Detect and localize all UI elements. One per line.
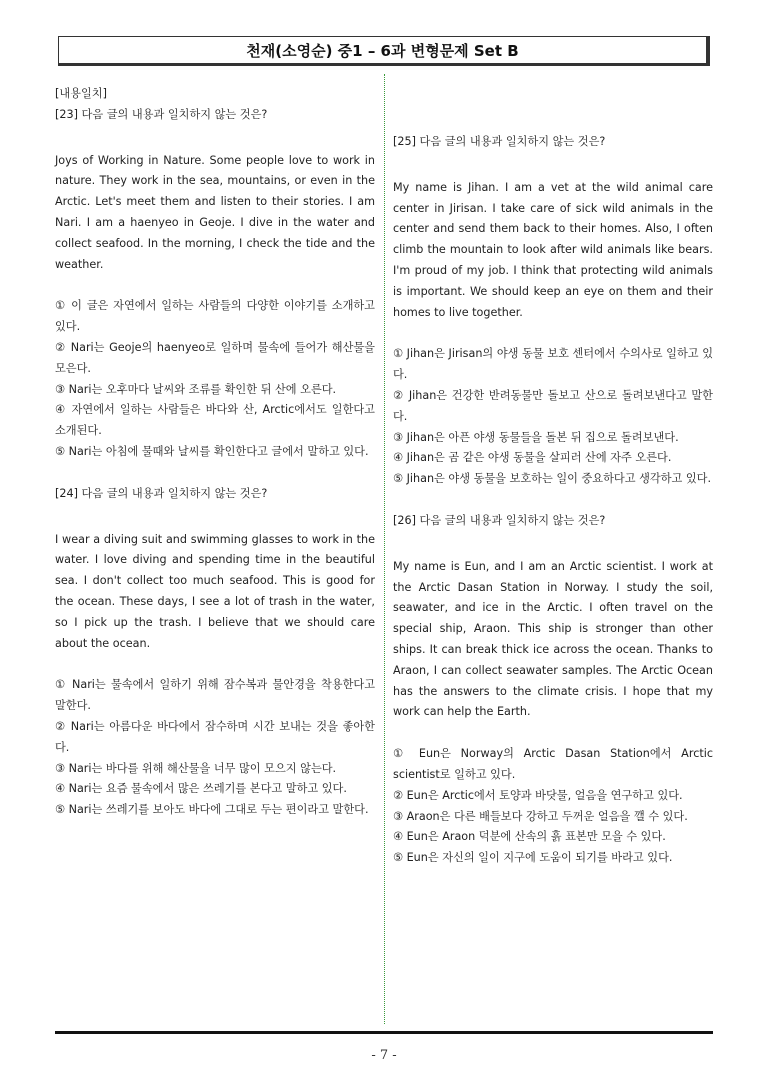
answer-option: ④ Jihan은 곰 같은 야생 동물을 살피러 산에 자주 오른다. [393, 451, 672, 465]
column-divider [384, 74, 385, 1024]
answer-options [393, 744, 713, 869]
left-column [55, 84, 375, 842]
question-24 [55, 484, 375, 821]
answer-option: ③ Araon은 다른 배들보다 강하고 두꺼운 얼음을 깰 수 있다. [393, 809, 688, 823]
question-passage: My name is Eun, and I am an Arctic scientist. I work at the Arctic Dasan Station in Norway. I study the soil, seawater, and ice in the Arctic. I often travel on the special ship, Araon. This ship is stronger than other ships. It can break thick ice across the ocean. Thanks to Araon, I can collect seawater samples. The Arctic Ocean has the answers to the climate crisis. I hope that my work can help the Earth. [393, 559, 713, 719]
answer-option: ① Jihan은 Jirisan의 야생 동물 보호 센터에서 수의사로 일하고 있다. [393, 347, 713, 382]
answer-option: ② Nari는 Geoje의 haenyeo로 일하며 물속에 들어가 해산물을 모은다. [55, 340, 375, 375]
answer-option: ⑤ Nari는 아침에 물때와 날씨를 확인한다고 글에서 말하고 있다. [55, 444, 369, 458]
question-prompt: [25] 다음 글의 내용과 일치하지 않는 것은? [393, 135, 606, 148]
answer-option: ① Nari는 물속에서 일하기 위해 잠수복과 물안경을 착용한다고 말한다. [55, 678, 375, 713]
question-25 [393, 132, 713, 490]
right-column [393, 132, 713, 890]
question-23 [55, 105, 375, 463]
answer-option: ③ Jihan은 아픈 야생 동물들을 돌본 뒤 집으로 돌려보낸다. [393, 430, 679, 444]
answer-option: ⑤ Nari는 쓰레기를 보아도 바다에 그대로 두는 편이라고 말한다. [55, 803, 369, 817]
answer-option: ② Nari는 아름다운 바다에서 잠수하며 시간 보내는 것을 좋아한다. [55, 719, 375, 754]
answer-option: ① 이 글은 자연에서 일하는 사람들의 다양한 이야기를 소개하고 있다. [55, 299, 375, 334]
page-number: - 7 - [371, 1048, 397, 1063]
answer-options [55, 675, 375, 821]
answer-option: ⑤ Jihan은 야생 동물을 보호하는 일이 중요하다고 생각하고 있다. [393, 472, 712, 486]
answer-option: ② Eun은 Arctic에서 토양과 바닷물, 얼음을 연구하고 있다. [393, 788, 683, 802]
header-title-box [58, 36, 710, 66]
question-passage: My name is Jihan. I am a vet at the wild animal care center in Jirisan. I take care of sick wild animals in the center and send them back to their homes. Also, I often climb the mountain to look after wild animals like bears. I'm proud of my job. I think that protecting wild animals is important. We should keep an eye on them and their homes to live together. [393, 180, 713, 319]
answer-option: ④ Nari는 요즘 물속에서 많은 쓰레기를 본다고 말하고 있다. [55, 782, 347, 796]
answer-option: ④ Eun은 Araon 덕분에 산속의 흙 표본만 모을 수 있다. [393, 830, 666, 844]
answer-option: ② Jihan은 건강한 반려동물만 돌보고 산으로 돌려보낸다고 말한다. [393, 388, 713, 423]
section-label: [내용일치] [55, 87, 107, 100]
question-prompt: [26] 다음 글의 내용과 일치하지 않는 것은? [393, 513, 606, 527]
answer-option: ③ Nari는 오후마다 날씨와 조류를 확인한 뒤 산에 오른다. [55, 382, 337, 396]
answer-option: ④ 자연에서 일하는 사람들은 바다와 산, Arctic에서도 일한다고 소개된다. [55, 403, 375, 438]
question-prompt: [24] 다음 글의 내용과 일치하지 않는 것은? [55, 486, 268, 500]
answer-option: ⑤ Eun은 자신의 일이 지구에 도움이 되기를 바라고 있다. [393, 851, 673, 865]
question-26 [393, 511, 713, 869]
question-passage: I wear a diving suit and swimming glasses to work in the water. I love diving and spending time in the beautiful sea. I don't collect too much seafood. This is good for the ocean. These days, I see a lot of trash in the water, so I pick up the trash. I believe that we should care about the ocean. [55, 532, 375, 650]
question-passage: Joys of Working in Nature. Some people love to work in nature. They work in the sea, mountains, or even in the Arctic. Let's meet them and listen to their stories. I am Nari. I am a haenyeo in Geoje. I dive in the water and collect seafood. In the morning, I check the tide and the weather. [55, 153, 375, 271]
question-prompt: [23] 다음 글의 내용과 일치하지 않는 것은? [55, 107, 268, 121]
answer-option: ① Eun은 Norway의 Arctic Dasan Station에서 Arctic scientist로 일하고 있다. [393, 747, 713, 781]
answer-option: ③ Nari는 바다를 위해 해산물을 너무 많이 모으지 않는다. [55, 761, 337, 775]
answer-options [55, 296, 375, 462]
answer-options [393, 344, 713, 490]
page-title: 천재(소영순) 중1 – 6과 변형문제 Set B [246, 41, 519, 60]
footer-rule [55, 1031, 713, 1034]
